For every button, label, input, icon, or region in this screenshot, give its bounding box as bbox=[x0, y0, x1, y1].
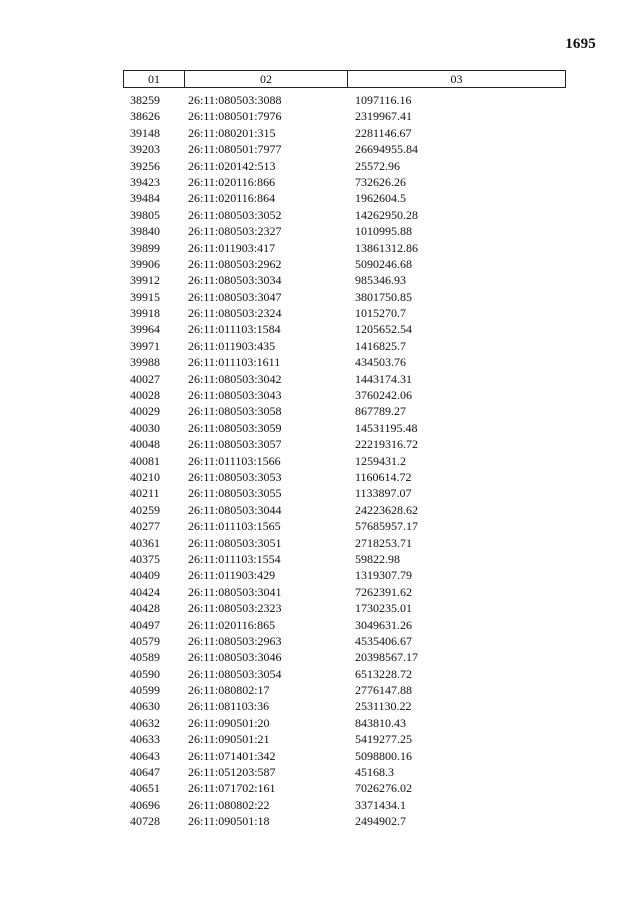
cell-value: 434503.76 bbox=[355, 355, 406, 370]
cell-id: 40632 bbox=[130, 715, 160, 730]
cell-id: 38626 bbox=[130, 109, 160, 124]
table-row bbox=[0, 354, 640, 370]
cell-id: 39988 bbox=[130, 355, 160, 370]
table-body bbox=[0, 92, 640, 830]
cell-value: 6513228.72 bbox=[355, 666, 412, 681]
cell-id: 40630 bbox=[130, 699, 160, 714]
cell-value: 3371434.1 bbox=[355, 797, 406, 812]
cell-cadastral-number: 26:11:011903:435 bbox=[188, 338, 276, 353]
page-number: 1695 bbox=[565, 36, 596, 52]
cell-id: 40728 bbox=[130, 814, 160, 829]
cell-cadastral-number: 26:11:080503:3034 bbox=[188, 273, 282, 288]
cell-cadastral-number: 26:11:080503:3088 bbox=[188, 93, 282, 107]
cell-value: 5419277.25 bbox=[355, 732, 412, 747]
cell-cadastral-number: 26:11:020142:513 bbox=[188, 158, 276, 173]
cell-id: 39256 bbox=[130, 158, 160, 173]
table-row bbox=[0, 305, 640, 321]
table-row bbox=[0, 748, 640, 764]
header-col-03: 03 bbox=[450, 72, 463, 86]
cell-cadastral-number: 26:11:080503:2963 bbox=[188, 633, 282, 648]
table-row bbox=[0, 108, 640, 124]
table-row bbox=[0, 158, 640, 174]
cell-cadastral-number: 26:11:080503:3041 bbox=[188, 584, 282, 599]
cell-value: 1416825.7 bbox=[355, 338, 406, 353]
table-row bbox=[0, 469, 640, 485]
cell-value: 22219316.72 bbox=[355, 437, 418, 452]
cell-id: 40428 bbox=[130, 601, 160, 616]
header-col-01: 01 bbox=[124, 71, 185, 87]
cell-id: 40259 bbox=[130, 502, 160, 517]
table-row bbox=[0, 715, 640, 731]
cell-value: 13861312.86 bbox=[355, 240, 418, 255]
table-row bbox=[0, 256, 640, 272]
cell-cadastral-number: 26:11:011103:1566 bbox=[188, 453, 281, 468]
cell-cadastral-number: 26:11:090501:20 bbox=[188, 715, 270, 730]
cell-id: 40590 bbox=[130, 666, 160, 681]
table-row bbox=[0, 223, 640, 239]
cell-value: 1015270.7 bbox=[355, 306, 406, 321]
cell-value: 5098800.16 bbox=[355, 748, 412, 763]
cell-id: 38259 bbox=[130, 93, 160, 107]
cell-cadastral-number: 26:11:080503:3055 bbox=[188, 486, 282, 501]
cell-cadastral-number: 26:11:080501:7976 bbox=[188, 109, 282, 124]
cell-cadastral-number: 26:11:080503:3047 bbox=[188, 289, 282, 304]
cell-cadastral-number: 26:11:080201:315 bbox=[188, 125, 276, 140]
cell-id: 39918 bbox=[130, 306, 160, 321]
cell-value: 1443174.31 bbox=[355, 371, 412, 386]
cell-value: 2494902.7 bbox=[355, 814, 406, 829]
table-row bbox=[0, 731, 640, 747]
cell-cadastral-number: 26:11:090501:21 bbox=[188, 732, 270, 747]
cell-cadastral-number: 26:11:071702:161 bbox=[188, 781, 276, 796]
cell-id: 40361 bbox=[130, 535, 160, 550]
table-row bbox=[0, 698, 640, 714]
cell-cadastral-number: 26:11:080503:3043 bbox=[188, 388, 282, 403]
cell-value: 867789.27 bbox=[355, 404, 406, 419]
cell-id: 40048 bbox=[130, 437, 160, 452]
cell-id: 40696 bbox=[130, 797, 160, 812]
cell-id: 40277 bbox=[130, 519, 160, 534]
cell-cadastral-number: 26:11:080503:3058 bbox=[188, 404, 282, 419]
table-row bbox=[0, 813, 640, 829]
table-row bbox=[0, 420, 640, 436]
table-row bbox=[0, 338, 640, 354]
cell-cadastral-number: 26:11:011103:1554 bbox=[188, 551, 281, 566]
table-row bbox=[0, 190, 640, 206]
cell-value: 1097116.16 bbox=[355, 93, 412, 107]
table-row bbox=[0, 682, 640, 698]
cell-id: 40651 bbox=[130, 781, 160, 796]
cell-value: 985346.93 bbox=[355, 273, 406, 288]
table-row bbox=[0, 780, 640, 796]
cell-id: 40579 bbox=[130, 633, 160, 648]
cell-cadastral-number: 26:11:051203:587 bbox=[188, 765, 276, 780]
cell-id: 40497 bbox=[130, 617, 160, 632]
cell-value: 1160614.72 bbox=[355, 469, 412, 484]
cell-cadastral-number: 26:11:080503:3053 bbox=[188, 469, 282, 484]
table-row bbox=[0, 125, 640, 141]
cell-cadastral-number: 26:11:080503:2962 bbox=[188, 256, 282, 271]
cell-value: 7262391.62 bbox=[355, 584, 412, 599]
cell-id: 40375 bbox=[130, 551, 160, 566]
cell-value: 1259431.2 bbox=[355, 453, 406, 468]
table-row bbox=[0, 485, 640, 501]
cell-value: 2718253.71 bbox=[355, 535, 412, 550]
table-row bbox=[0, 141, 640, 157]
table-row bbox=[0, 600, 640, 616]
cell-value: 1133897.07 bbox=[355, 486, 412, 501]
cell-value: 3049631.26 bbox=[355, 617, 412, 632]
cell-id: 40081 bbox=[130, 453, 160, 468]
cell-cadastral-number: 26:11:011103:1565 bbox=[188, 519, 281, 534]
cell-id: 39906 bbox=[130, 256, 160, 271]
cell-cadastral-number: 26:11:020116:866 bbox=[188, 174, 276, 189]
cell-id: 40030 bbox=[130, 420, 160, 435]
cell-id: 39915 bbox=[130, 289, 160, 304]
table-row bbox=[0, 567, 640, 583]
cell-id: 40424 bbox=[130, 584, 160, 599]
cell-id: 40210 bbox=[130, 469, 160, 484]
table-row bbox=[0, 321, 640, 337]
table-row bbox=[0, 174, 640, 190]
table-row bbox=[0, 502, 640, 518]
table-row bbox=[0, 272, 640, 288]
table-row bbox=[0, 633, 640, 649]
cell-id: 40643 bbox=[130, 748, 160, 763]
cell-cadastral-number: 26:11:080501:7977 bbox=[188, 142, 282, 157]
cell-cadastral-number: 26:11:080503:3051 bbox=[188, 535, 282, 550]
cell-id: 40599 bbox=[130, 683, 160, 698]
cell-value: 25572.96 bbox=[355, 158, 400, 173]
cell-value: 26694955.84 bbox=[355, 142, 418, 157]
cell-cadastral-number: 26:11:080503:3059 bbox=[188, 420, 282, 435]
cell-cadastral-number: 26:11:020116:865 bbox=[188, 617, 276, 632]
table-row bbox=[0, 797, 640, 813]
cell-id: 39912 bbox=[130, 273, 160, 288]
cell-cadastral-number: 26:11:081103:36 bbox=[188, 699, 270, 714]
cell-cadastral-number: 26:11:011903:417 bbox=[188, 240, 276, 255]
table-row bbox=[0, 617, 640, 633]
cell-cadastral-number: 26:11:071401:342 bbox=[188, 748, 276, 763]
cell-cadastral-number: 26:11:020116:864 bbox=[188, 191, 276, 206]
cell-value: 2319967.41 bbox=[355, 109, 412, 124]
cell-value: 2776147.88 bbox=[355, 683, 412, 698]
cell-value: 7026276.02 bbox=[355, 781, 412, 796]
cell-id: 39805 bbox=[130, 207, 160, 222]
table-header bbox=[123, 70, 566, 88]
cell-id: 39971 bbox=[130, 338, 160, 353]
table-row bbox=[0, 535, 640, 551]
cell-id: 39148 bbox=[130, 125, 160, 140]
table-row bbox=[0, 240, 640, 256]
cell-cadastral-number: 26:11:080503:3046 bbox=[188, 650, 282, 665]
cell-cadastral-number: 26:11:080503:2327 bbox=[188, 224, 282, 239]
cell-id: 39484 bbox=[130, 191, 160, 206]
cell-cadastral-number: 26:11:090501:18 bbox=[188, 814, 270, 829]
cell-id: 39840 bbox=[130, 224, 160, 239]
cell-value: 3801750.85 bbox=[355, 289, 412, 304]
cell-id: 40647 bbox=[130, 765, 160, 780]
table-row bbox=[0, 764, 640, 780]
header-col-02: 02 bbox=[185, 71, 348, 87]
cell-id: 40028 bbox=[130, 388, 160, 403]
cell-value: 1319307.79 bbox=[355, 568, 412, 583]
table-row bbox=[0, 387, 640, 403]
cell-value: 57685957.17 bbox=[355, 519, 418, 534]
cell-id: 40589 bbox=[130, 650, 160, 665]
cell-id: 40027 bbox=[130, 371, 160, 386]
table-row bbox=[0, 453, 640, 469]
cell-value: 24223628.62 bbox=[355, 502, 418, 517]
cell-value: 1730235.01 bbox=[355, 601, 412, 616]
table-row bbox=[0, 92, 640, 108]
cell-id: 40211 bbox=[130, 486, 160, 501]
cell-cadastral-number: 26:11:080802:17 bbox=[188, 683, 270, 698]
cell-cadastral-number: 26:11:080503:3054 bbox=[188, 666, 282, 681]
cell-value: 5090246.68 bbox=[355, 256, 412, 271]
cell-value: 732626.26 bbox=[355, 174, 406, 189]
cell-cadastral-number: 26:11:080503:3042 bbox=[188, 371, 282, 386]
table-row bbox=[0, 584, 640, 600]
cell-value: 3760242.06 bbox=[355, 388, 412, 403]
cell-value: 59822.98 bbox=[355, 551, 400, 566]
cell-id: 39203 bbox=[130, 142, 160, 157]
cell-value: 20398567.17 bbox=[355, 650, 418, 665]
cell-value: 1010995.88 bbox=[355, 224, 412, 239]
cell-value: 45168.3 bbox=[355, 765, 394, 780]
cell-cadastral-number: 26:11:080802:22 bbox=[188, 797, 270, 812]
cell-cadastral-number: 26:11:080503:3052 bbox=[188, 207, 282, 222]
table-row bbox=[0, 649, 640, 665]
cell-value: 843810.43 bbox=[355, 715, 406, 730]
cell-value: 2281146.67 bbox=[355, 125, 412, 140]
table-row bbox=[0, 666, 640, 682]
table-row bbox=[0, 371, 640, 387]
cell-value: 14262950.28 bbox=[355, 207, 418, 222]
cell-cadastral-number: 26:11:011103:1611 bbox=[188, 355, 281, 370]
table-row bbox=[0, 518, 640, 534]
cell-cadastral-number: 26:11:080503:2324 bbox=[188, 306, 282, 321]
cell-value: 14531195.48 bbox=[355, 420, 418, 435]
table-row bbox=[0, 551, 640, 567]
cell-id: 39899 bbox=[130, 240, 160, 255]
cell-id: 40029 bbox=[130, 404, 160, 419]
cell-cadastral-number: 26:11:011903:429 bbox=[188, 568, 276, 583]
cell-id: 40633 bbox=[130, 732, 160, 747]
table-row bbox=[0, 403, 640, 419]
cell-cadastral-number: 26:11:011103:1584 bbox=[188, 322, 281, 337]
cell-id: 39964 bbox=[130, 322, 160, 337]
cell-value: 1962604.5 bbox=[355, 191, 406, 206]
cell-id: 39423 bbox=[130, 174, 160, 189]
cell-cadastral-number: 26:11:080503:2323 bbox=[188, 601, 282, 616]
cell-cadastral-number: 26:11:080503:3044 bbox=[188, 502, 282, 517]
table-row bbox=[0, 289, 640, 305]
cell-value: 1205652.54 bbox=[355, 322, 412, 337]
cell-value: 2531130.22 bbox=[355, 699, 412, 714]
cell-id: 40409 bbox=[130, 568, 160, 583]
table-row bbox=[0, 436, 640, 452]
cell-value: 4535406.67 bbox=[355, 633, 412, 648]
cell-cadastral-number: 26:11:080503:3057 bbox=[188, 437, 282, 452]
table-row bbox=[0, 207, 640, 223]
